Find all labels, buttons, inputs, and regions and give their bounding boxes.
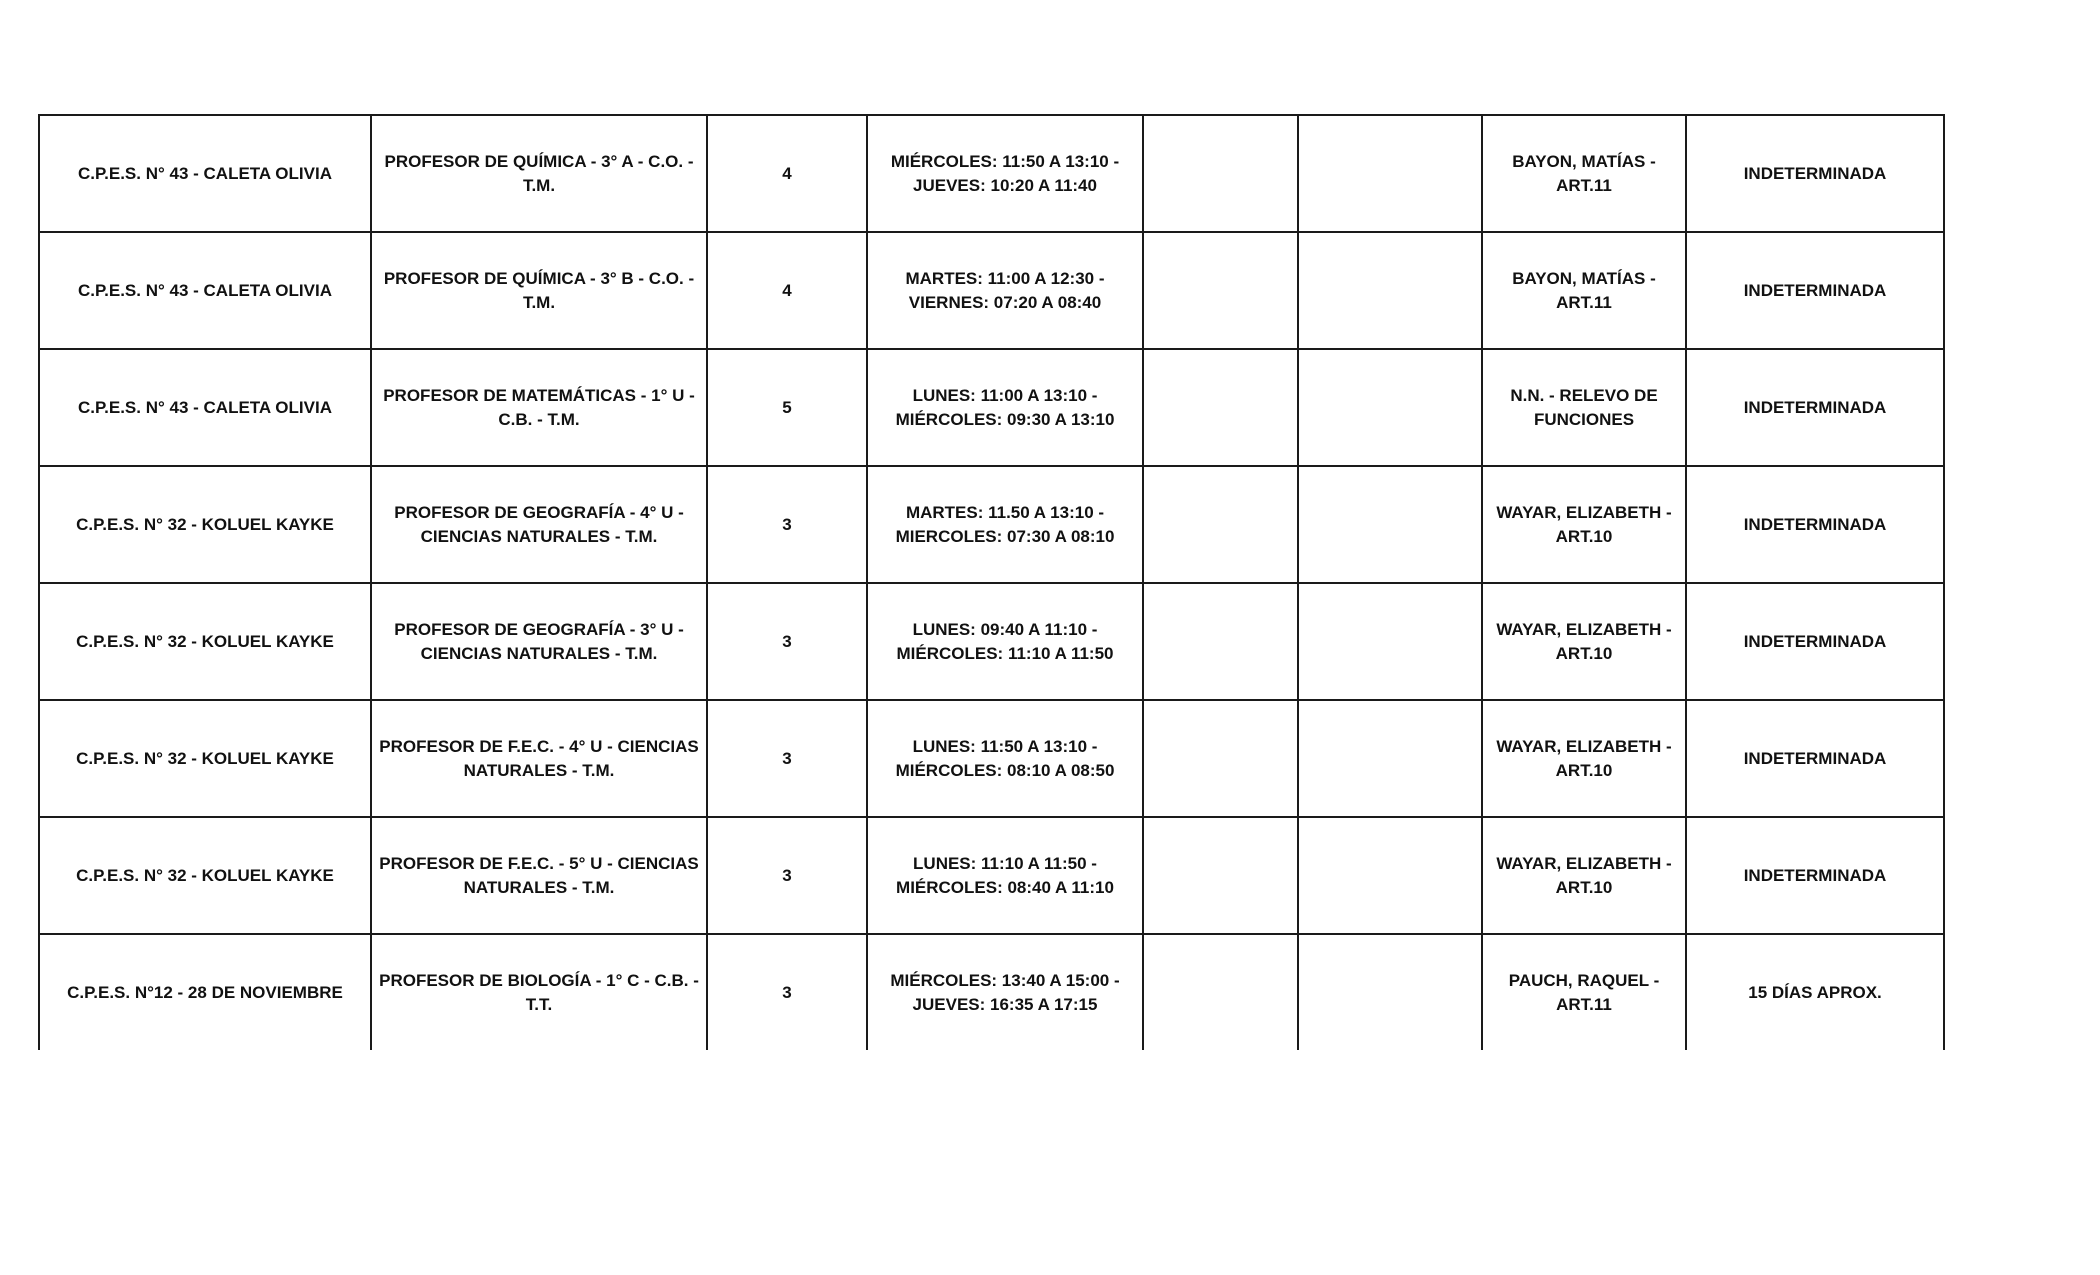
table-row <box>39 349 1944 466</box>
empty-cell <box>1143 583 1298 700</box>
vacancies-table <box>38 114 1945 1050</box>
school-cell: C.P.E.S. N° 32 - KOLUEL KAYKE <box>39 817 371 934</box>
empty-cell <box>1143 817 1298 934</box>
holder-cell: WAYAR, ELIZABETH - ART.10 <box>1482 583 1686 700</box>
hours-cell: 3 <box>707 934 867 1050</box>
empty-cell <box>1298 700 1482 817</box>
holder-cell: WAYAR, ELIZABETH - ART.10 <box>1482 466 1686 583</box>
duration-cell: INDETERMINADA <box>1686 817 1944 934</box>
hours-cell: 4 <box>707 115 867 232</box>
position-cell: PROFESOR DE QUÍMICA - 3° A - C.O. - T.M. <box>371 115 707 232</box>
holder-cell: WAYAR, ELIZABETH - ART.10 <box>1482 700 1686 817</box>
position-cell: PROFESOR DE GEOGRAFÍA - 4° U - CIENCIAS NATURALES - T.M. <box>371 466 707 583</box>
schedule-cell: LUNES: 11:50 A 13:10 - MIÉRCOLES: 08:10 A 08:50 <box>867 700 1143 817</box>
duration-cell: INDETERMINADA <box>1686 115 1944 232</box>
duration-cell: 15 DÍAS APROX. <box>1686 934 1944 1050</box>
table-body <box>39 115 1944 1050</box>
schedule-cell: MARTES: 11:00 A 12:30 - VIERNES: 07:20 A 08:40 <box>867 232 1143 349</box>
duration-cell: INDETERMINADA <box>1686 583 1944 700</box>
holder-cell: WAYAR, ELIZABETH - ART.10 <box>1482 817 1686 934</box>
school-cell: C.P.E.S. N° 43 - CALETA OLIVIA <box>39 349 371 466</box>
schedule-cell: LUNES: 11:00 A 13:10 - MIÉRCOLES: 09:30 A 13:10 <box>867 349 1143 466</box>
schedule-cell: MIÉRCOLES: 13:40 A 15:00 - JUEVES: 16:35 A 17:15 <box>867 934 1143 1050</box>
position-cell: PROFESOR DE F.E.C. - 5° U - CIENCIAS NATURALES - T.M. <box>371 817 707 934</box>
empty-cell <box>1298 583 1482 700</box>
empty-cell <box>1143 232 1298 349</box>
table-row <box>39 817 1944 934</box>
school-cell: C.P.E.S. N° 32 - KOLUEL KAYKE <box>39 466 371 583</box>
school-cell: C.P.E.S. N° 32 - KOLUEL KAYKE <box>39 583 371 700</box>
table-row <box>39 934 1944 1050</box>
position-cell: PROFESOR DE MATEMÁTICAS - 1° U - C.B. - T.M. <box>371 349 707 466</box>
position-cell: PROFESOR DE GEOGRAFÍA - 3° U - CIENCIAS NATURALES - T.M. <box>371 583 707 700</box>
table-row <box>39 700 1944 817</box>
empty-cell <box>1143 700 1298 817</box>
empty-cell <box>1298 115 1482 232</box>
hours-cell: 5 <box>707 349 867 466</box>
empty-cell <box>1143 466 1298 583</box>
schedule-cell: MIÉRCOLES: 11:50 A 13:10 - JUEVES: 10:20 A 11:40 <box>867 115 1143 232</box>
table-row <box>39 115 1944 232</box>
hours-cell: 4 <box>707 232 867 349</box>
duration-cell: INDETERMINADA <box>1686 349 1944 466</box>
position-cell: PROFESOR DE BIOLOGÍA - 1° C - C.B. - T.T. <box>371 934 707 1050</box>
duration-cell: INDETERMINADA <box>1686 700 1944 817</box>
empty-cell <box>1298 817 1482 934</box>
holder-cell: BAYON, MATÍAS - ART.11 <box>1482 232 1686 349</box>
duration-cell: INDETERMINADA <box>1686 232 1944 349</box>
empty-cell <box>1298 934 1482 1050</box>
hours-cell: 3 <box>707 583 867 700</box>
school-cell: C.P.E.S. N° 32 - KOLUEL KAYKE <box>39 700 371 817</box>
schedule-cell: MARTES: 11.50 A 13:10 - MIERCOLES: 07:30 A 08:10 <box>867 466 1143 583</box>
schedule-cell: LUNES: 11:10 A 11:50 - MIÉRCOLES: 08:40 A 11:10 <box>867 817 1143 934</box>
hours-cell: 3 <box>707 466 867 583</box>
hours-cell: 3 <box>707 817 867 934</box>
duration-cell: INDETERMINADA <box>1686 466 1944 583</box>
position-cell: PROFESOR DE QUÍMICA - 3° B - C.O. - T.M. <box>371 232 707 349</box>
holder-cell: BAYON, MATÍAS - ART.11 <box>1482 115 1686 232</box>
empty-cell <box>1298 232 1482 349</box>
holder-cell: PAUCH, RAQUEL - ART.11 <box>1482 934 1686 1050</box>
table-row <box>39 583 1944 700</box>
school-cell: C.P.E.S. N° 43 - CALETA OLIVIA <box>39 232 371 349</box>
school-cell: C.P.E.S. N°12 - 28 DE NOVIEMBRE <box>39 934 371 1050</box>
empty-cell <box>1143 115 1298 232</box>
table-row <box>39 232 1944 349</box>
position-cell: PROFESOR DE F.E.C. - 4° U - CIENCIAS NATURALES - T.M. <box>371 700 707 817</box>
empty-cell <box>1298 466 1482 583</box>
empty-cell <box>1143 934 1298 1050</box>
holder-cell: N.N. - RELEVO DE FUNCIONES <box>1482 349 1686 466</box>
table-row <box>39 466 1944 583</box>
hours-cell: 3 <box>707 700 867 817</box>
school-cell: C.P.E.S. N° 43 - CALETA OLIVIA <box>39 115 371 232</box>
schedule-cell: LUNES: 09:40 A 11:10 - MIÉRCOLES: 11:10 A 11:50 <box>867 583 1143 700</box>
empty-cell <box>1298 349 1482 466</box>
empty-cell <box>1143 349 1298 466</box>
